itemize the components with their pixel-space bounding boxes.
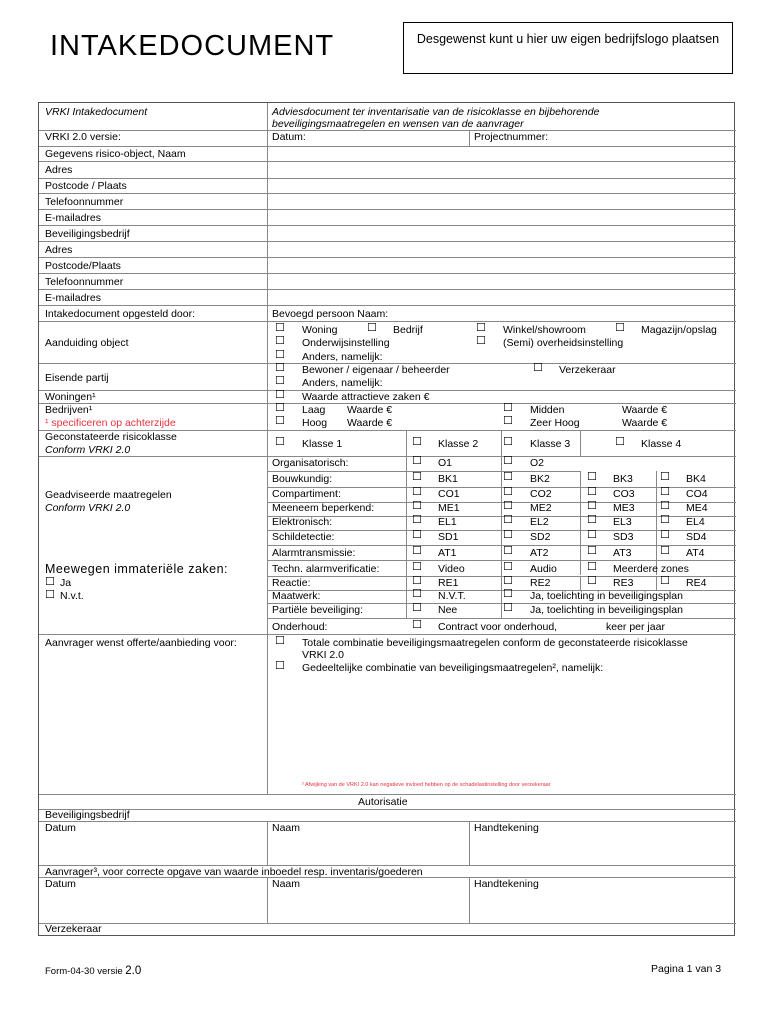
checkbox-audio[interactable]: ☐ (503, 561, 513, 573)
code-sd1: SD1 (438, 531, 459, 543)
checkbox-zeer-hoog[interactable]: ☐ (503, 415, 513, 427)
waarde-hoog: Waarde € (347, 417, 393, 429)
measures-sublabel: Conform VRKI 2.0 (45, 502, 131, 514)
project-number-label: Projectnummer: (474, 131, 549, 143)
checkbox-magazijn[interactable]: ☐ (615, 322, 625, 334)
option-anders-partij: Anders, namelijk: (302, 377, 383, 389)
measures-label: Geadviseerde maatregelen (45, 489, 172, 501)
date-label: Datum: (272, 131, 306, 143)
checkbox-me1[interactable]: ☐ (412, 500, 422, 512)
checkbox-gedeeltelijke-combinatie[interactable]: ☐ (275, 660, 285, 672)
option-midden: Midden (530, 404, 565, 416)
code-el1: EL1 (438, 516, 457, 528)
code-partieel-ja: Ja, toelichting in beveiligingsplan (530, 604, 683, 616)
code-co2: CO2 (530, 488, 552, 500)
table-head-right: Adviesdocument ter inventarisatie van de risicoklasse en bijbehorende beveiligingsmaatregelen en wensen van de aanvrager (272, 106, 600, 130)
checkbox-sd2[interactable]: ☐ (503, 529, 513, 541)
maintenance-contract: Contract voor onderhoud, (438, 621, 558, 633)
code-bk3: BK3 (613, 473, 633, 485)
checkbox-klasse-1[interactable]: ☐ (275, 436, 285, 448)
object-postcode-label: Postcode / Plaats (45, 180, 127, 192)
checkbox-o2[interactable]: ☐ (503, 455, 513, 467)
page-title: INTAKEDOCUMENT (50, 30, 335, 62)
checkbox-sd1[interactable]: ☐ (412, 529, 422, 541)
table-head-left: VRKI Intakedocument (45, 106, 148, 118)
form-number (45, 965, 141, 977)
code-video: Video (438, 563, 465, 575)
code-re4: RE4 (686, 577, 707, 589)
checkbox-onderhoud[interactable]: ☐ (412, 619, 422, 631)
maintenance-times: keer per jaar (606, 621, 665, 633)
logo-placeholder: Desgewenst kunt u hier uw eigen bedrijfslogo plaatsen (403, 22, 733, 74)
checkbox-immaterial-nvt[interactable]: ☐ (45, 589, 55, 601)
checkbox-klasse-2[interactable]: ☐ (412, 436, 422, 448)
waarde-midden: Waarde € (622, 404, 668, 416)
company-name-field-label: Naam (272, 822, 301, 834)
measure-label-bouwkundig: Bouwkundig: (272, 473, 333, 485)
checkbox-re2[interactable]: ☐ (503, 575, 513, 587)
company-postcode-label: Postcode/Plaats (45, 260, 121, 272)
companies-note: ¹ specificeren op achterzijde (45, 417, 176, 429)
checkbox-me2[interactable]: ☐ (503, 500, 513, 512)
checkbox-hoog[interactable]: ☐ (275, 415, 285, 427)
option-overheid: (Semi) overheidsinstelling (503, 337, 624, 349)
code-el3: EL3 (613, 516, 632, 528)
offer-label: Aanvrager wenst offerte/aanbieding voor: (45, 637, 237, 649)
option-immaterial-nvt: N.v.t. (60, 590, 84, 602)
code-sd2: SD2 (530, 531, 551, 543)
checkbox-bewoner[interactable]: ☐ (275, 362, 285, 374)
checkbox-maatwerk-nvt[interactable]: ☐ (412, 588, 422, 600)
checkbox-onderwijs[interactable]: ☐ (275, 335, 285, 347)
authorized-person-label: Bevoegd persoon Naam: (272, 308, 389, 320)
option-immaterial-ja: Ja (60, 577, 72, 589)
waarde-zeer-hoog: Waarde € (622, 417, 668, 429)
option-winkel: Winkel/showroom (503, 324, 586, 336)
option-bedrijf: Bedrijf (393, 324, 423, 336)
code-me3: ME3 (613, 502, 635, 514)
code-at1: AT1 (438, 547, 457, 559)
checkbox-totale-combinatie[interactable]: ☐ (275, 635, 285, 647)
option-klasse-2: Klasse 2 (438, 438, 479, 450)
checkbox-at1[interactable]: ☐ (412, 545, 422, 557)
checkbox-at2[interactable]: ☐ (503, 545, 513, 557)
checkbox-video[interactable]: ☐ (412, 561, 422, 573)
form-label: Form-04-30 versie (45, 966, 123, 977)
object-address-label: Adres (45, 164, 73, 176)
code-co1: CO1 (438, 488, 460, 500)
company-date-label: Datum (45, 822, 76, 834)
code-me4: ME4 (686, 502, 708, 514)
checkbox-bk4[interactable]: ☐ (660, 471, 670, 483)
checkbox-woning[interactable]: ☐ (275, 322, 285, 334)
code-partieel-nee: Nee (438, 604, 458, 616)
checkbox-winkel[interactable]: ☐ (476, 322, 486, 334)
object-name-label: Gegevens risico-object, Naam (45, 148, 186, 160)
applicant-date-label: Datum (45, 878, 76, 890)
checkbox-co2[interactable]: ☐ (503, 486, 513, 498)
checkbox-midden[interactable]: ☐ (503, 402, 513, 414)
applicant-name-label: Naam (272, 878, 301, 890)
option-waarde-attractief: Waarde attractieve zaken € (302, 391, 430, 403)
checkbox-anders-partij[interactable]: ☐ (275, 375, 285, 387)
form-version: 2.0 (125, 965, 142, 977)
checkbox-klasse-4[interactable]: ☐ (615, 436, 625, 448)
checkbox-anders-object[interactable]: ☐ (275, 349, 285, 361)
checkbox-el4[interactable]: ☐ (660, 514, 670, 526)
option-onderwijs: Onderwijsinstelling (302, 337, 390, 349)
code-o1: O1 (438, 457, 453, 469)
code-me1: ME1 (438, 502, 460, 514)
measure-label-partieel: Partiële beveiliging: (272, 604, 364, 616)
page-number: Pagina 1 van 3 (651, 963, 722, 975)
checkbox-co1[interactable]: ☐ (412, 486, 422, 498)
checkbox-meerdere-zones[interactable]: ☐ (587, 561, 597, 573)
risk-class-sublabel: Conform VRKI 2.0 (45, 444, 131, 456)
measure-label-meeneem: Meeneem beperkend: (272, 502, 375, 514)
risk-class-label: Geconstateerde risicoklasse (45, 431, 177, 443)
code-bk4: BK4 (686, 473, 706, 485)
code-re3: RE3 (613, 577, 634, 589)
option-klasse-4: Klasse 4 (641, 438, 682, 450)
code-maatwerk-ja: Ja, toelichting in beveiligingsplan (530, 590, 683, 602)
measure-label-maatwerk: Maatwerk: (272, 590, 321, 602)
measure-label-alarmverificatie: Techn. alarmverificatie: (272, 563, 380, 575)
code-audio: Audio (530, 563, 557, 575)
measure-label-compartiment: Compartiment: (272, 488, 341, 500)
code-re2: RE2 (530, 577, 551, 589)
checkbox-overheid[interactable]: ☐ (476, 335, 486, 347)
option-zeer-hoog: Zeer Hoog (530, 417, 580, 429)
checkbox-co3[interactable]: ☐ (587, 486, 597, 498)
code-bk1: BK1 (438, 473, 458, 485)
code-el4: EL4 (686, 516, 705, 528)
authorisation-title: Autorisatie (358, 796, 408, 808)
checkbox-at4[interactable]: ☐ (660, 545, 670, 557)
option-magazijn: Magazijn/opslag (641, 324, 717, 336)
code-co3: CO3 (613, 488, 635, 500)
code-sd3: SD3 (613, 531, 634, 543)
option-verzekeraar: Verzekeraar (559, 364, 616, 376)
option-gedeeltelijke-combinatie: Gedeeltelijke combinatie van beveiligingsmaatregelen², namelijk: (302, 662, 604, 674)
object-phone-label: Telefoonnummer (45, 196, 124, 208)
checkbox-el1[interactable]: ☐ (412, 514, 422, 526)
code-at3: AT3 (613, 547, 632, 559)
option-klasse-3: Klasse 3 (530, 438, 571, 450)
code-sd4: SD4 (686, 531, 707, 543)
checkbox-waarde-attractief[interactable]: ☐ (275, 389, 285, 401)
checkbox-bedrijf[interactable]: ☐ (367, 322, 377, 334)
insurer-label: Verzekeraar (45, 923, 102, 935)
object-email-label: E-mailadres (45, 212, 102, 224)
checkbox-sd4[interactable]: ☐ (660, 529, 670, 541)
code-meerdere-zones: Meerdere zones (613, 563, 689, 575)
measure-label-schildetectie: Schildetectie: (272, 531, 335, 543)
checkbox-el2[interactable]: ☐ (503, 514, 513, 526)
checkbox-re3[interactable]: ☐ (587, 575, 597, 587)
code-bk2: BK2 (530, 473, 550, 485)
measure-label-elektronisch: Elektronisch: (272, 516, 333, 528)
option-laag: Laag (302, 404, 326, 416)
checkbox-immaterial-ja[interactable]: ☐ (45, 576, 55, 588)
checkbox-me4[interactable]: ☐ (660, 500, 670, 512)
measure-label-reactie: Reactie: (272, 577, 311, 589)
immaterial-title: Meewegen immateriële zaken: (45, 562, 229, 576)
object-type-label: Aanduiding object (45, 337, 129, 349)
checkbox-at3[interactable]: ☐ (587, 545, 597, 557)
option-totale-combinatie: Totale combinatie beveiligingsmaatregelen conform de geconstateerde risicoklasse VRKI 2.0 (302, 637, 688, 661)
checkbox-verzekeraar[interactable]: ☐ (533, 362, 543, 374)
housing-label: Woningen¹ (45, 391, 96, 403)
applicant-label: Aanvrager³, voor correcte opgave van waarde inboedel resp. inventaris/goederen (45, 866, 423, 878)
checkbox-laag[interactable]: ☐ (275, 402, 285, 414)
code-maatwerk-nvt: N.V.T. (438, 590, 466, 602)
checkbox-me3[interactable]: ☐ (587, 500, 597, 512)
code-el2: EL2 (530, 516, 549, 528)
version-label: VRKI 2.0 versie: (45, 131, 121, 143)
code-me2: ME2 (530, 502, 552, 514)
measure-label-organisatorisch: Organisatorisch: (272, 457, 349, 469)
companies-label: Bedrijven¹ (45, 404, 93, 416)
checkbox-bk2[interactable]: ☐ (503, 471, 513, 483)
checkbox-o1[interactable]: ☐ (412, 455, 422, 467)
option-woning: Woning (302, 324, 338, 336)
checkbox-el3[interactable]: ☐ (587, 514, 597, 526)
company-email-label: E-mailadres (45, 292, 102, 304)
option-hoog: Hoog (302, 417, 328, 429)
drawn-by-label: Intakedocument opgesteld door: (45, 308, 196, 320)
checkbox-co4[interactable]: ☐ (660, 486, 670, 498)
option-anders-object: Anders, namelijk: (302, 351, 383, 363)
option-bewoner: Bewoner / eigenaar / beheerder (302, 364, 450, 376)
maintenance-label: Onderhoud: (272, 621, 328, 633)
company-phone-label: Telefoonnummer (45, 276, 124, 288)
offer-footnote: ² Afwijking van de VRKI 2.0 kan negatieve invloed hebben op de schadelastinstelling door verzekeraar (302, 782, 551, 788)
code-re1: RE1 (438, 577, 459, 589)
company-address-label: Adres (45, 244, 73, 256)
checkbox-partieel-nee[interactable]: ☐ (412, 602, 422, 614)
code-co4: CO4 (686, 488, 708, 500)
checkbox-bk3[interactable]: ☐ (587, 471, 597, 483)
waarde-laag: Waarde € (347, 404, 393, 416)
code-o2: O2 (530, 457, 545, 469)
measure-label-alarmtransmissie: Alarmtransmissie: (272, 547, 356, 559)
checkbox-re4[interactable]: ☐ (660, 575, 670, 587)
checkbox-bk1[interactable]: ☐ (412, 471, 422, 483)
checkbox-re1[interactable]: ☐ (412, 575, 422, 587)
authorisation-company-label: Beveiligingsbedrijf (45, 809, 130, 821)
checkbox-klasse-3[interactable]: ☐ (503, 436, 513, 448)
company-signature-label: Handtekening (474, 822, 539, 834)
code-at2: AT2 (530, 547, 549, 559)
option-klasse-1: Klasse 1 (302, 438, 343, 450)
applicant-signature-label: Handtekening (474, 878, 539, 890)
code-at4: AT4 (686, 547, 705, 559)
checkbox-maatwerk-ja[interactable]: ☐ (503, 588, 513, 600)
checkbox-sd3[interactable]: ☐ (587, 529, 597, 541)
checkbox-partieel-ja[interactable]: ☐ (503, 602, 513, 614)
company-name-label: Beveiligingsbedrijf (45, 228, 130, 240)
claimant-label: Eisende partij (45, 372, 109, 384)
